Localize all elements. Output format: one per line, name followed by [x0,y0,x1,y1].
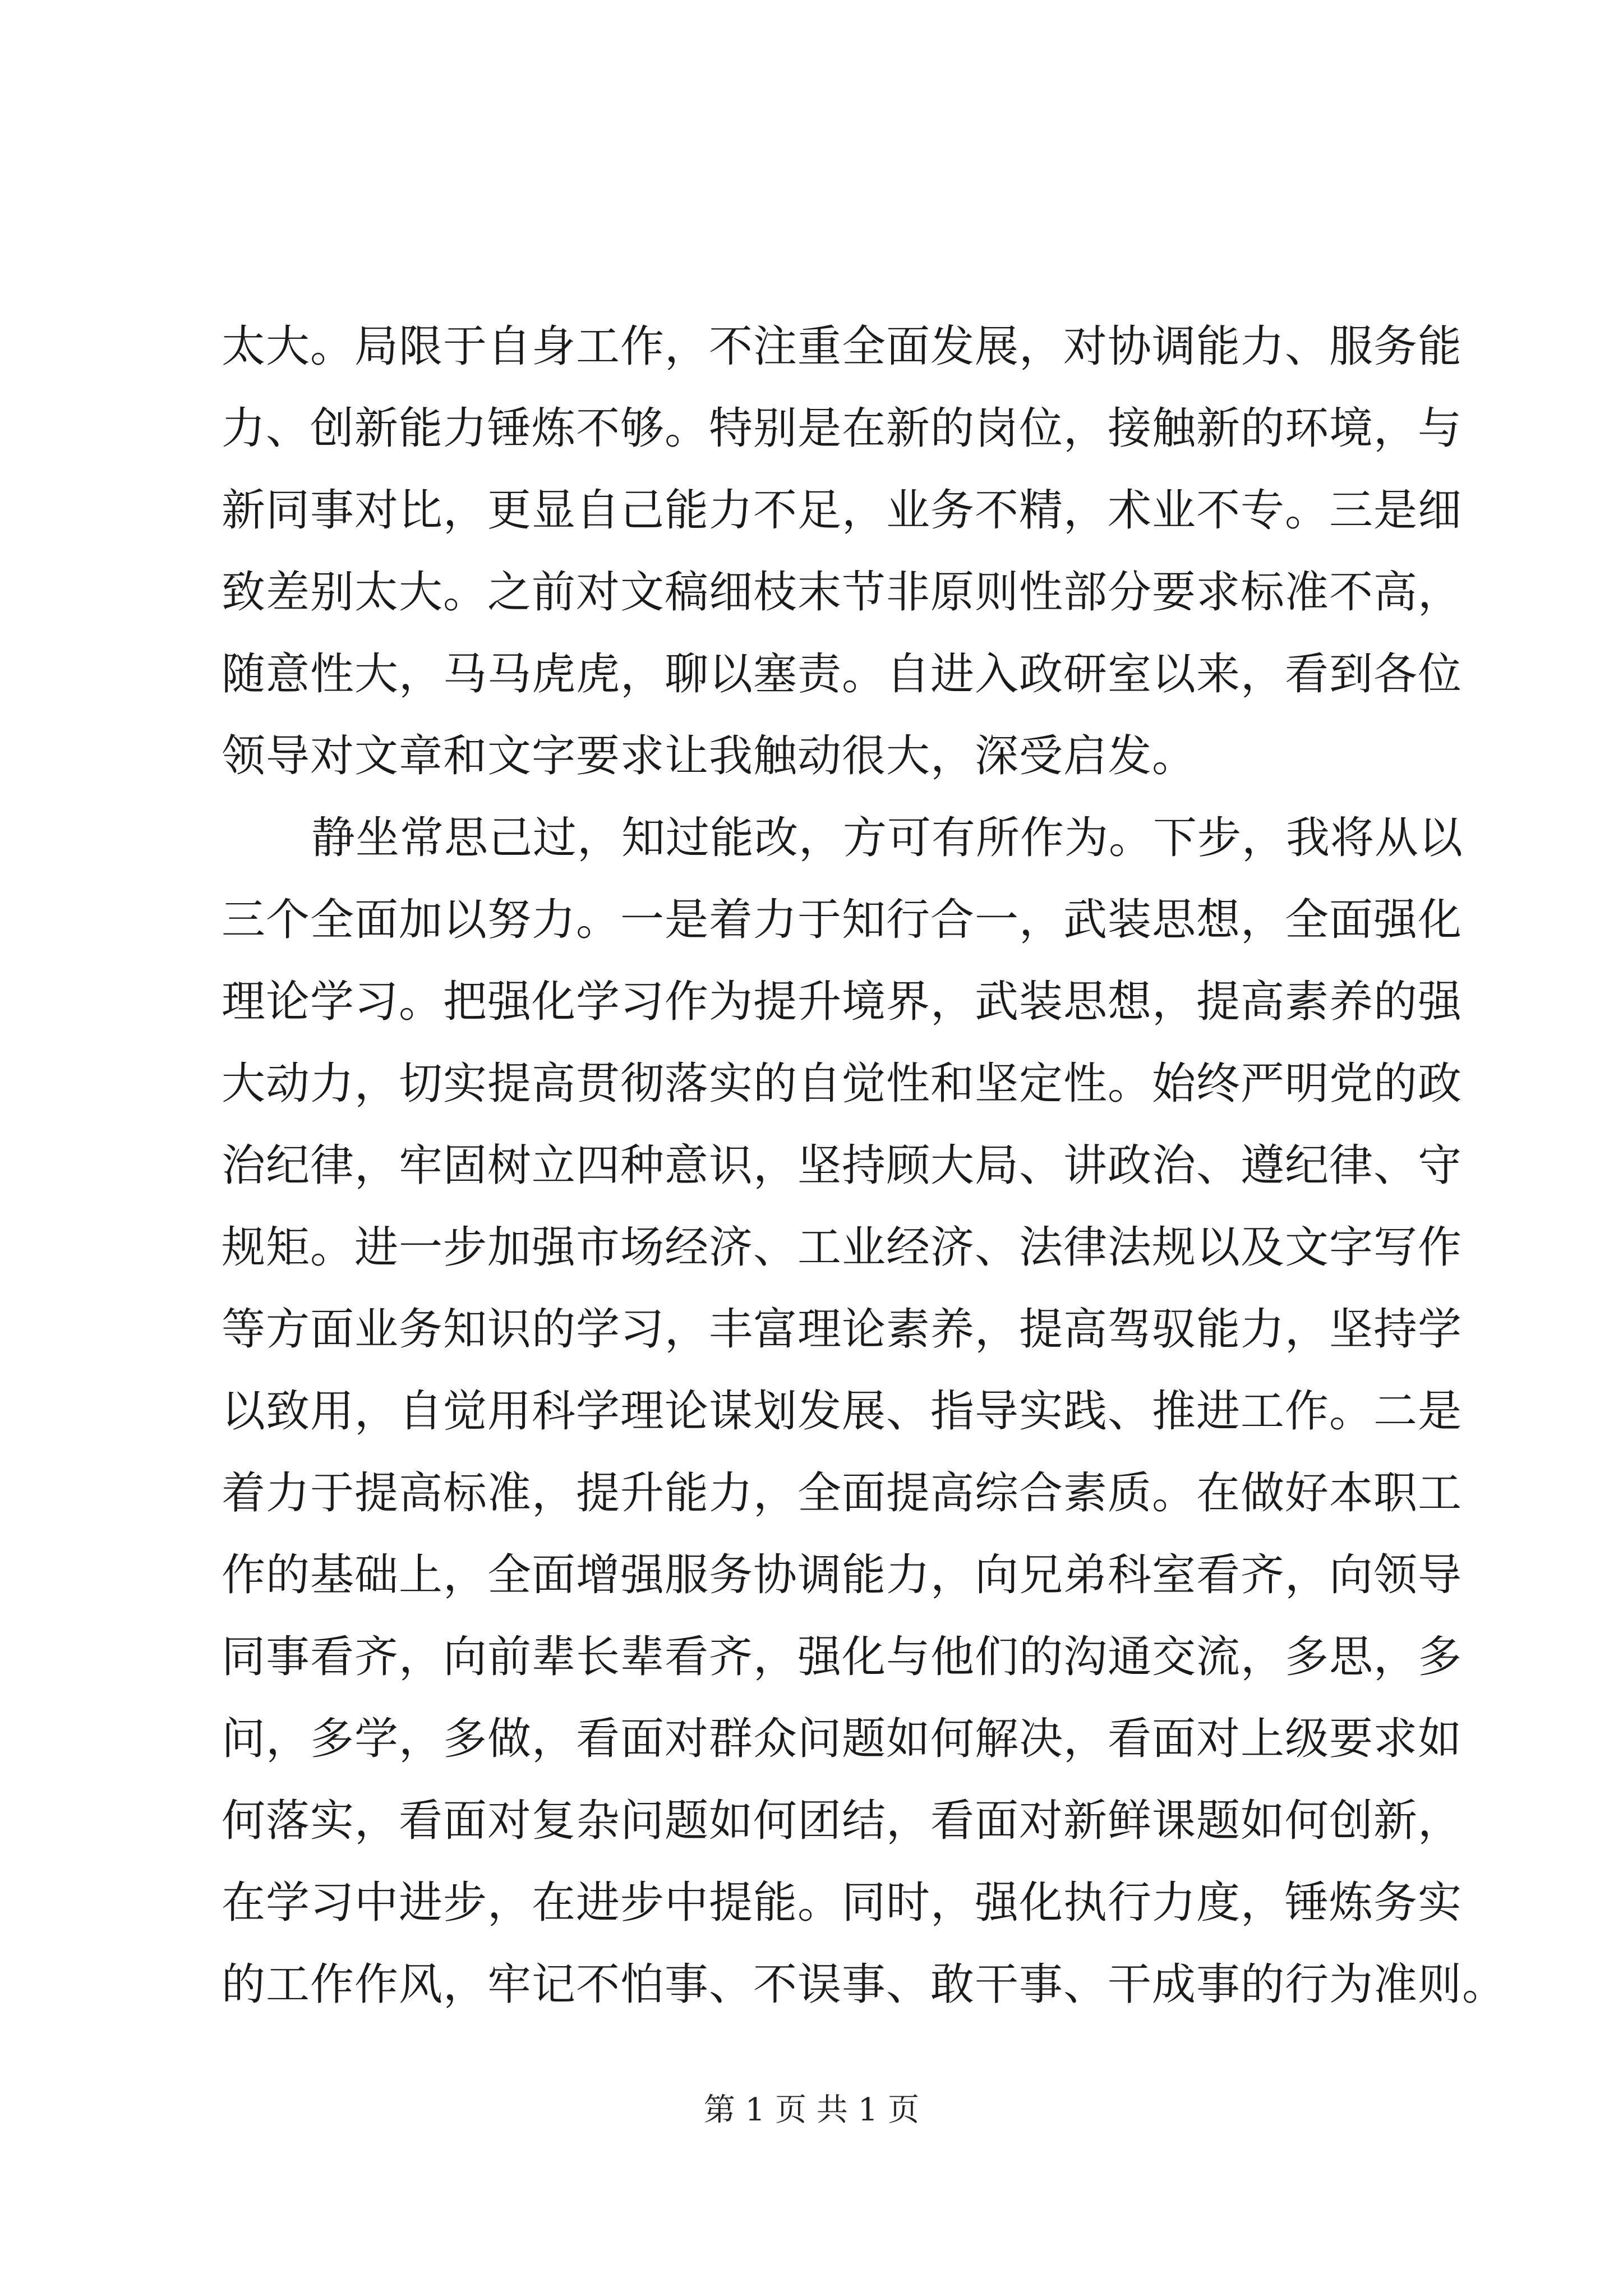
text-line: 力、创新能力锤炼不够。特别是在新的岗位，接触新的环境，与 [222,403,1463,454]
text-line: 大动力，切实提高贯彻落实的自觉性和坚定性。始终严明党的政 [222,1059,1463,1109]
text-line: 理论学习。把强化学习作为提升境界，武装思想，提高素养的强 [222,977,1463,1027]
text-line: 着力于提高标准，提升能力，全面提高综合素质。在做好本职工 [222,1468,1463,1519]
text-line: 领导对文章和文字要求让我触动很大，深受启发。 [222,731,1197,781]
text-line: 问，多学，多做，看面对群众问题如何解决，看面对上级要求如 [222,1714,1463,1764]
text-line: 在学习中进步，在进步中提能。同时，强化执行力度，锤炼务实 [222,1878,1463,1928]
text-line: 同事看齐，向前辈长辈看齐，强化与他们的沟通交流，多思，多 [222,1632,1463,1682]
paragraph-2 [222,797,1507,2026]
text-line: 的工作作风，牢记不怕事、不误事、敢干事、干成事的行为准则。 [222,1959,1507,2010]
text-line: 何落实，看面对复杂问题如何团结，看面对新鲜课题如何创新， [222,1796,1463,1846]
text-line: 等方面业务知识的学习，丰富理论素养，提高驾驭能力，坚持学 [222,1304,1463,1355]
page-number-label: 第 1 页 共 1 页 [703,2092,920,2128]
text-line: 作的基础上，全面增强服务协调能力，向兄弟科室看齐，向领导 [222,1550,1463,1600]
text-line: 新同事对比，更显自己能力不足，业务不精，术业不专。三是细 [222,485,1463,536]
text-line: 三个全面加以努力。一是着力于知行合一，武装思想，全面强化 [222,895,1463,945]
text-line: 随意性大，马马虎虎，聊以塞责。自进入政研室以来，看到各位 [222,649,1463,700]
text-line: 以致用，自觉用科学理论谋划发展、指导实践、推进工作。二是 [222,1386,1463,1437]
text-line: 致差别太大。之前对文稿细枝末节非原则性部分要求标准不高， [222,567,1463,618]
text-line: 静坐常思己过，知过能改，方可有所作为。下步，我将从以 [311,813,1464,863]
page-footer [0,2088,1623,2133]
text-line: 太大。局限于自身工作，不注重全面发展，对协调能力、服务能 [222,321,1463,372]
paragraph-1 [222,306,1463,797]
text-line: 规矩。进一步加强市场经济、工业经济、法律法规以及文字写作 [222,1222,1463,1273]
document-body [222,306,1507,2026]
text-line: 治纪律，牢固树立四种意识，坚持顾大局、讲政治、遵纪律、守 [222,1140,1463,1191]
